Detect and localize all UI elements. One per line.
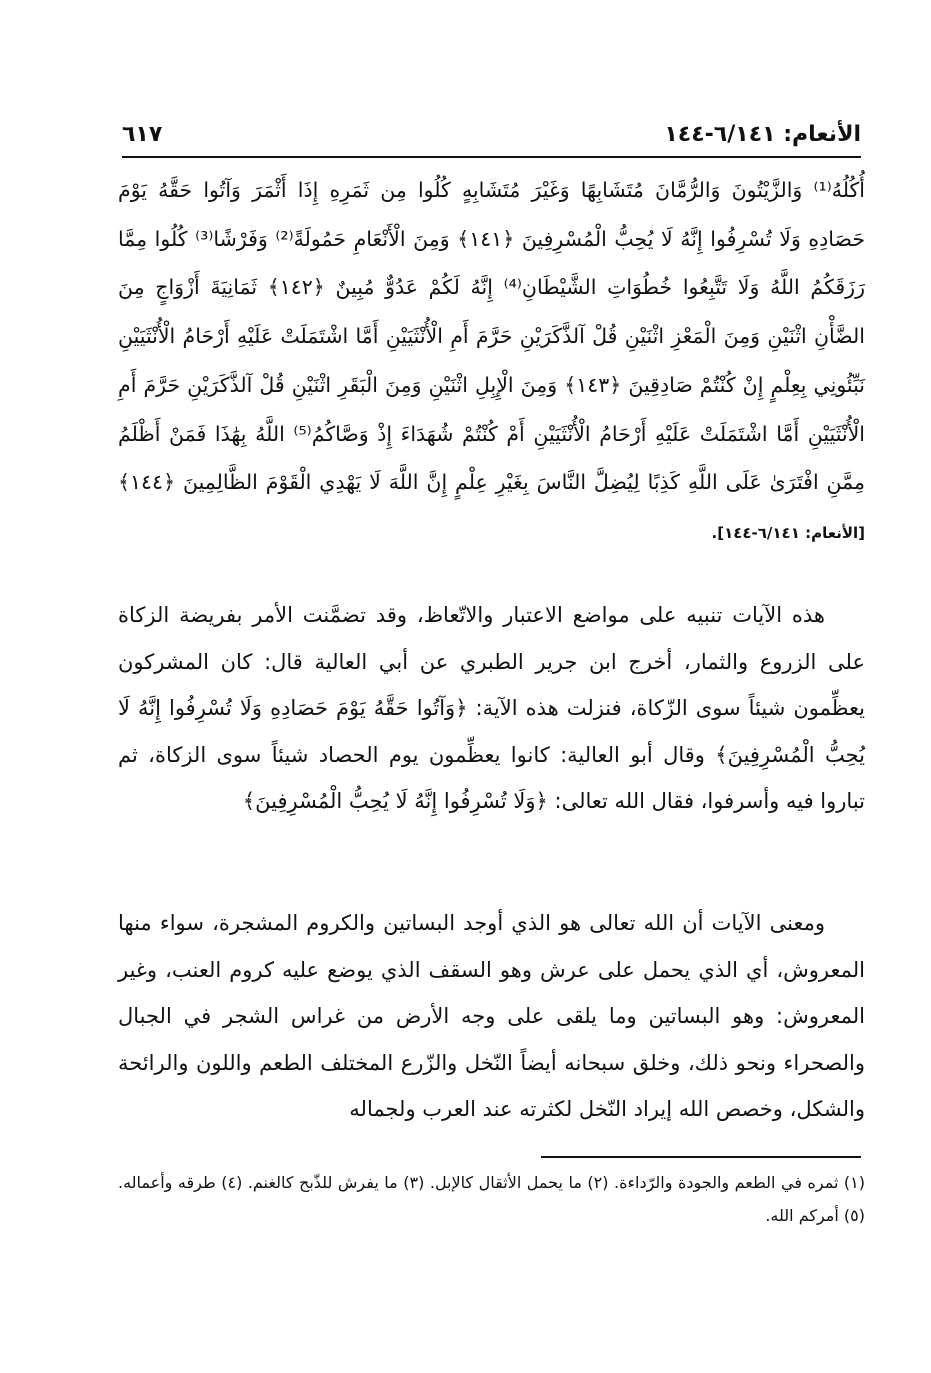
footnotes: (١) ثمره في الطعم والجودة والرّداءة. (٢) ما يحمل الأثقال كالإبل. (٣) ما يفرش للذّبح كالغنم. (٤) طرقه وأعماله. (٥) أمركم الله.	[118, 1173, 866, 1225]
surah-range-heading: الأنعام: ٦/١٤١-١٤٤	[664, 121, 861, 147]
page-header	[122, 112, 861, 156]
quran-verses-text: أُكُلُهُ⁽¹⁾ وَالزَّيْتُونَ وَالرُّمَّانَ مُتَشَابِهًا وَغَيْرَ مُتَشَابِهٍ كُلُوا مِن ثَمَرِهِ إِذَا أَثْمَرَ وَآتُوا حَقَّهُ يَوْمَ حَصَادِهِ وَلَا تُسْرِفُوا إِنَّهُ لَا يُحِبُّ الْمُسْرِفِينَ ﴿١٤١﴾ وَمِنَ الْأَنْعَامِ حَمُولَةً⁽²⁾ وَفَرْشًا⁽³⁾ كُلُوا مِمَّا رَزَقَكُمُ اللَّهُ وَلَا تَتَّبِعُوا خُطُوَاتِ الشَّيْطَانِ⁽⁴⁾ إِنَّهُ لَكُمْ عَدُوٌّ مُبِينٌ ﴿١٤٢﴾ ثَمَانِيَةَ أَزْوَاجٍ مِنَ الضَّأْنِ اثْنَيْنِ وَمِنَ الْمَعْزِ اثْنَيْنِ قُلْ آلذَّكَرَيْنِ حَرَّمَ أَمِ الْأُنْثَيَيْنِ أَمَّا اشْتَمَلَتْ عَلَيْهِ أَرْحَامُ الْأُنْثَيَيْنِ نَبِّئُونِي بِعِلْمٍ إِنْ كُنْتُمْ صَادِقِينَ ﴿١٤٣﴾ وَمِنَ الْإِبِلِ اثْنَيْنِ وَمِنَ الْبَقَرِ اثْنَيْنِ قُلْ آلذَّكَرَيْنِ حَرَّمَ أَمِ الْأُنْثَيَيْنِ أَمَّا اشْتَمَلَتْ عَلَيْهِ أَرْحَامُ الْأُنْثَيَيْنِ أَمْ كُنْتُمْ شُهَدَاءَ إِذْ وَصَّاكُمُ⁽⁵⁾ اللَّهُ بِهَٰذَا فَمَنْ أَظْلَمُ مِمَّنِ افْتَرَىٰ عَلَى اللَّهِ كَذِبًا لِيُضِلَّ النَّاسَ بِغَيْرِ عِلْمٍ إِنَّ اللَّهَ لَا يَهْدِي الْقَوْمَ الظَّالِمِينَ ﴿١٤٤﴾	[118, 178, 865, 495]
verse-reference: [الأنعام: ٦/١٤١-١٤٤].	[711, 523, 865, 542]
header-rule	[122, 156, 861, 158]
commentary-paragraph-1: هذه الآيات تنبيه على مواضع الاعتبار والاتّعاظ، وقد تضمَّنت الأمر بفريضة الزكاة على الزروع والثمار، أخرج ابن جرير الطبري عن أبي العالية قال: كان المشركون يعظِّمون شيئاً سوى الزّكاة، فنزلت هذه الآية: ﴿وَآتُوا حَقَّهُ يَوْمَ حَصَادِهِ وَلَا تُسْرِفُوا إِنَّهُ لَا يُحِبُّ الْمُسْرِفِينَ﴾ وقال أبو العالية: كانوا يعظِّمون يوم الحصاد شيئاً سوى الزكاة، ثم تباروا فيه وأسرفوا، فقال الله تعالى: ﴿وَلَا تُسْرِفُوا إِنَّهُ لَا يُحِبُّ الْمُسْرِفِينَ﴾	[118, 603, 865, 813]
quran-passage	[118, 166, 865, 558]
commentary-paragraph-2: ومعنى الآيات أن الله تعالى هو الذي أوجد البساتين والكروم المشجرة، سواء منها المعروش، أي الذي يحمل على عرش وهو السقف الذي يوضع عليه كروم العنب، وغير المعروش: وهو البساتين وما يلقى على وجه الأرض من غراس الشجر في الجبال والصحراء ونحو ذلك، وخلق سبحانه أيضاً النّخل والزّرع المختلف الطعم واللون والرائحة والشكل، وخصص الله إيراد النّخل لكثرته عند العرب ولجماله	[118, 911, 865, 1121]
footnote-rule	[541, 1156, 861, 1158]
page-number: ٦١٧	[122, 121, 163, 147]
